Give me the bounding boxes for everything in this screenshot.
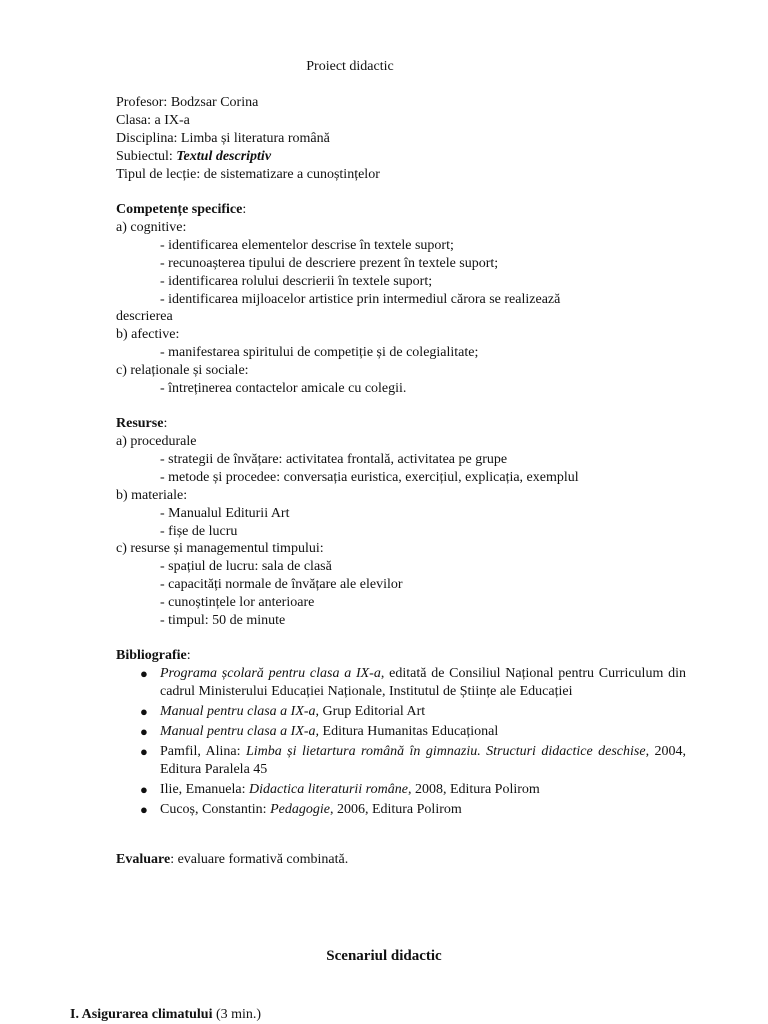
bib-title: Manual pentru clasa a IX-a [160, 704, 316, 719]
cognitive-item-continuation: descrierea [116, 309, 173, 324]
cognitive-item: - identificarea rolului descrierii în textele suport; [160, 274, 433, 289]
bib-details: , 2008, Editura Polirom [407, 782, 540, 797]
section-label: I. Asigurarea climatului [70, 1007, 213, 1022]
bullet-icon: ● [140, 782, 148, 797]
bibliography-item [116, 801, 686, 819]
bib-details: , 2006, Editura Polirom [329, 802, 462, 817]
bibliography-item [116, 703, 686, 721]
materiale-item: - fișe de lucru [160, 524, 238, 539]
procedurale-item: - strategii de învățare: activitatea frontală, activitatea pe grupe [160, 452, 508, 467]
bib-author: Ilie, Emanuela: [160, 782, 250, 797]
resurse-timp-item: - cunoștințele lor anterioare [160, 595, 315, 610]
bullet-icon: ● [140, 704, 148, 719]
bib-details: , editată de Consiliul Național pentru Curriculum din cadrul Ministerului Educației Naționale, Institutul de Științe ale Educației [160, 666, 686, 699]
cognitive-item: - recunoașterea tipului de descriere prezent în textele suport; [160, 256, 499, 271]
relationale-item: - întreținerea contactelor amicale cu colegii. [160, 381, 407, 396]
cognitive-item: - identificarea elementelor descrise în textele suport; [160, 238, 454, 253]
tipul-line: Tipul de lecție: de sistematizare a cunoștințelor [116, 167, 380, 182]
resurse-timp-item: - timpul: 50 de minute [160, 613, 286, 628]
competente-colon: : [242, 202, 247, 217]
bib-details: , 2004, Editura Paralela 45 [160, 744, 687, 777]
bib-details: Editura Humanitas Educațional [319, 724, 499, 739]
bibliografie-heading [116, 647, 191, 665]
profesor-line: Profesor: Bodzsar Corina [116, 95, 259, 110]
procedurale-label: a) procedurale [116, 434, 197, 449]
bib-title: Didactica literaturii române [249, 782, 408, 797]
bibliography-item [116, 723, 686, 741]
bibliografie-label: Bibliografie [116, 648, 187, 663]
disciplina-line: Disciplina: Limba și literatura română [116, 131, 330, 146]
bib-title: Pedagogie [270, 802, 330, 817]
bib-title: Limba și lietartura română în gimnaziu. Structuri didactice deschise [245, 744, 646, 759]
bibliografie-colon: : [186, 648, 191, 663]
competente-heading [116, 201, 246, 219]
subiect-line [116, 148, 271, 166]
bib-author: Cucoș, Constantin: [160, 802, 271, 817]
evaluare-label: Evaluare [116, 852, 171, 867]
bib-title: Programa școlară pentru clasa a IX-a [160, 666, 381, 681]
resurse-timp-item: - spațiul de lucru: sala de clasă [160, 559, 332, 574]
cognitive-item: - identificarea mijloacelor artistice prin intermediul cărora se realizează [160, 292, 561, 307]
resurse-label: Resurse [116, 416, 164, 431]
cognitive-label: a) cognitive: [116, 220, 187, 235]
bib-details: , Grup Editorial Art [315, 704, 426, 719]
bibliography-item [116, 665, 686, 701]
evaluare-line [116, 851, 348, 869]
resurse-heading [116, 415, 167, 433]
clasa-line: Clasa: a IX-a [116, 113, 190, 128]
competente-label: Competențe specifice [116, 202, 243, 217]
bib-title: Manual pentru clasa a IX-a, [160, 724, 320, 739]
bibliography-list [116, 665, 686, 819]
afective-item: - manifestarea spiritului de competiție și de colegialitate; [160, 345, 479, 360]
resurse-timp-label: c) resurse și managementul timpului: [116, 541, 324, 556]
resurse-colon: : [163, 416, 168, 431]
resurse-timp-item: - capacități normale de învățare ale elevilor [160, 577, 403, 592]
relationale-label: c) relaționale și sociale: [116, 363, 249, 378]
section-time: (3 min.) [212, 1007, 262, 1022]
document-title: Proiect didactic [306, 59, 394, 74]
afective-label: b) afective: [116, 327, 180, 342]
bullet-icon: ● [140, 744, 148, 759]
materiale-label: b) materiale: [116, 488, 188, 503]
bullet-icon: ● [140, 666, 148, 681]
subiect-value: Textul descriptiv [176, 149, 272, 164]
scenario-heading: Scenariul didactic [326, 948, 442, 964]
bullet-icon: ● [140, 724, 148, 739]
bullet-icon: ● [140, 802, 148, 817]
procedurale-item: - metode și procedee: conversația euristica, exercițiul, explicația, exemplul [160, 470, 579, 485]
evaluare-text: : evaluare formativă combinată. [170, 852, 349, 867]
bibliography-item [116, 781, 686, 799]
bibliography-item [116, 743, 686, 779]
bib-author: Pamfil, Alina: [160, 744, 246, 759]
section-heading [70, 1006, 261, 1024]
materiale-item: - Manualul Editurii Art [160, 506, 290, 521]
subiect-label: Subiectul: [116, 149, 177, 164]
